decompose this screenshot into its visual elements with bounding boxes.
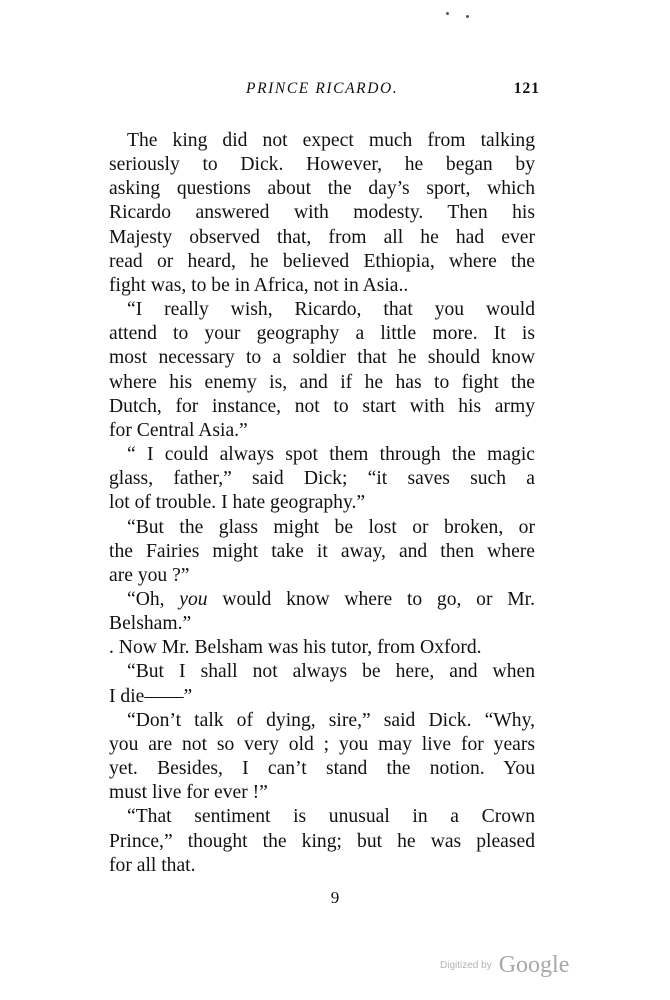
text-line: I die——” <box>109 685 193 707</box>
text-line: glass, father,” said Dick; “it saves such a <box>109 468 535 490</box>
paragraph <box>109 805 535 877</box>
ink-speck <box>446 12 449 15</box>
google-logo: Google <box>498 952 570 978</box>
text-line: “But the glass might be lost or broken, or <box>127 516 535 538</box>
text-line: seriously to Dick. However, he began by <box>109 154 535 176</box>
text-line: lot of trouble. I hate geography.” <box>109 492 366 514</box>
text-line: Majesty observed that, from all he had ever <box>109 226 535 248</box>
text-line: where his enemy is, and if he has to fight the <box>109 371 535 393</box>
text-line: “That sentiment is unusual in a Crown <box>127 806 535 828</box>
paragraph <box>109 129 535 298</box>
text-line: Belsham.” <box>109 613 192 635</box>
text-line: are you ?” <box>109 564 190 586</box>
text-line: you are not so very old ; you may live for years <box>109 733 535 755</box>
paragraph <box>109 443 535 515</box>
text-run: “Oh, <box>127 588 180 610</box>
text-line: for all that. <box>109 854 196 876</box>
digitization-watermark <box>440 952 569 982</box>
running-title: PRINCE RICARDO. <box>246 80 399 97</box>
emphasis-text: you <box>179 588 208 610</box>
paragraph <box>109 660 535 708</box>
paragraph <box>109 588 535 636</box>
text-line: read or heard, he believed Ethiopia, where the <box>109 250 535 272</box>
text-line: “Don’t talk of dying, sire,” said Dick. “Why, <box>127 709 535 731</box>
ink-speck <box>466 15 469 18</box>
text-run: would know where to go, or Mr. <box>207 588 535 610</box>
text-line <box>109 588 535 612</box>
body-text <box>109 129 535 878</box>
text-line: attend to your geography a little more. It is <box>109 323 535 345</box>
text-line: must live for ever !” <box>109 782 268 804</box>
text-line: “I really wish, Ricardo, that you would <box>127 299 535 321</box>
text-line: Dutch, for instance, not to start with his army <box>109 395 535 417</box>
text-line: yet. Besides, I can’t stand the notion. You <box>109 758 535 780</box>
text-line: Prince,” thought the king; but he was pleased <box>109 830 535 852</box>
paragraph <box>109 709 535 806</box>
text-line: Ricardo answered with modesty. Then his <box>109 202 535 224</box>
text-line: “But I shall not always be here, and when <box>127 661 535 683</box>
text-line: most necessary to a soldier that he should know <box>109 347 535 369</box>
watermark-caption: Digitized by <box>440 960 492 971</box>
text-line: asking questions about the day’s sport, which <box>109 178 535 200</box>
page-number: 121 <box>513 80 540 97</box>
text-line: fight was, to be in Africa, not in Asia.. <box>109 274 409 296</box>
paragraph <box>109 298 535 443</box>
text-line: . Now Mr. Belsham was his tutor, from Oxford. <box>109 637 482 659</box>
paragraph <box>109 516 535 588</box>
text-line: for Central Asia.” <box>109 419 248 441</box>
text-line: the Fairies might take it away, and then where <box>109 540 535 562</box>
running-head <box>110 80 540 104</box>
text-line: The king did not expect much from talking <box>127 130 535 151</box>
text-line: “ I could always spot them through the magic <box>127 444 535 466</box>
signature-mark: 9 <box>330 888 340 907</box>
paragraph <box>109 636 535 660</box>
